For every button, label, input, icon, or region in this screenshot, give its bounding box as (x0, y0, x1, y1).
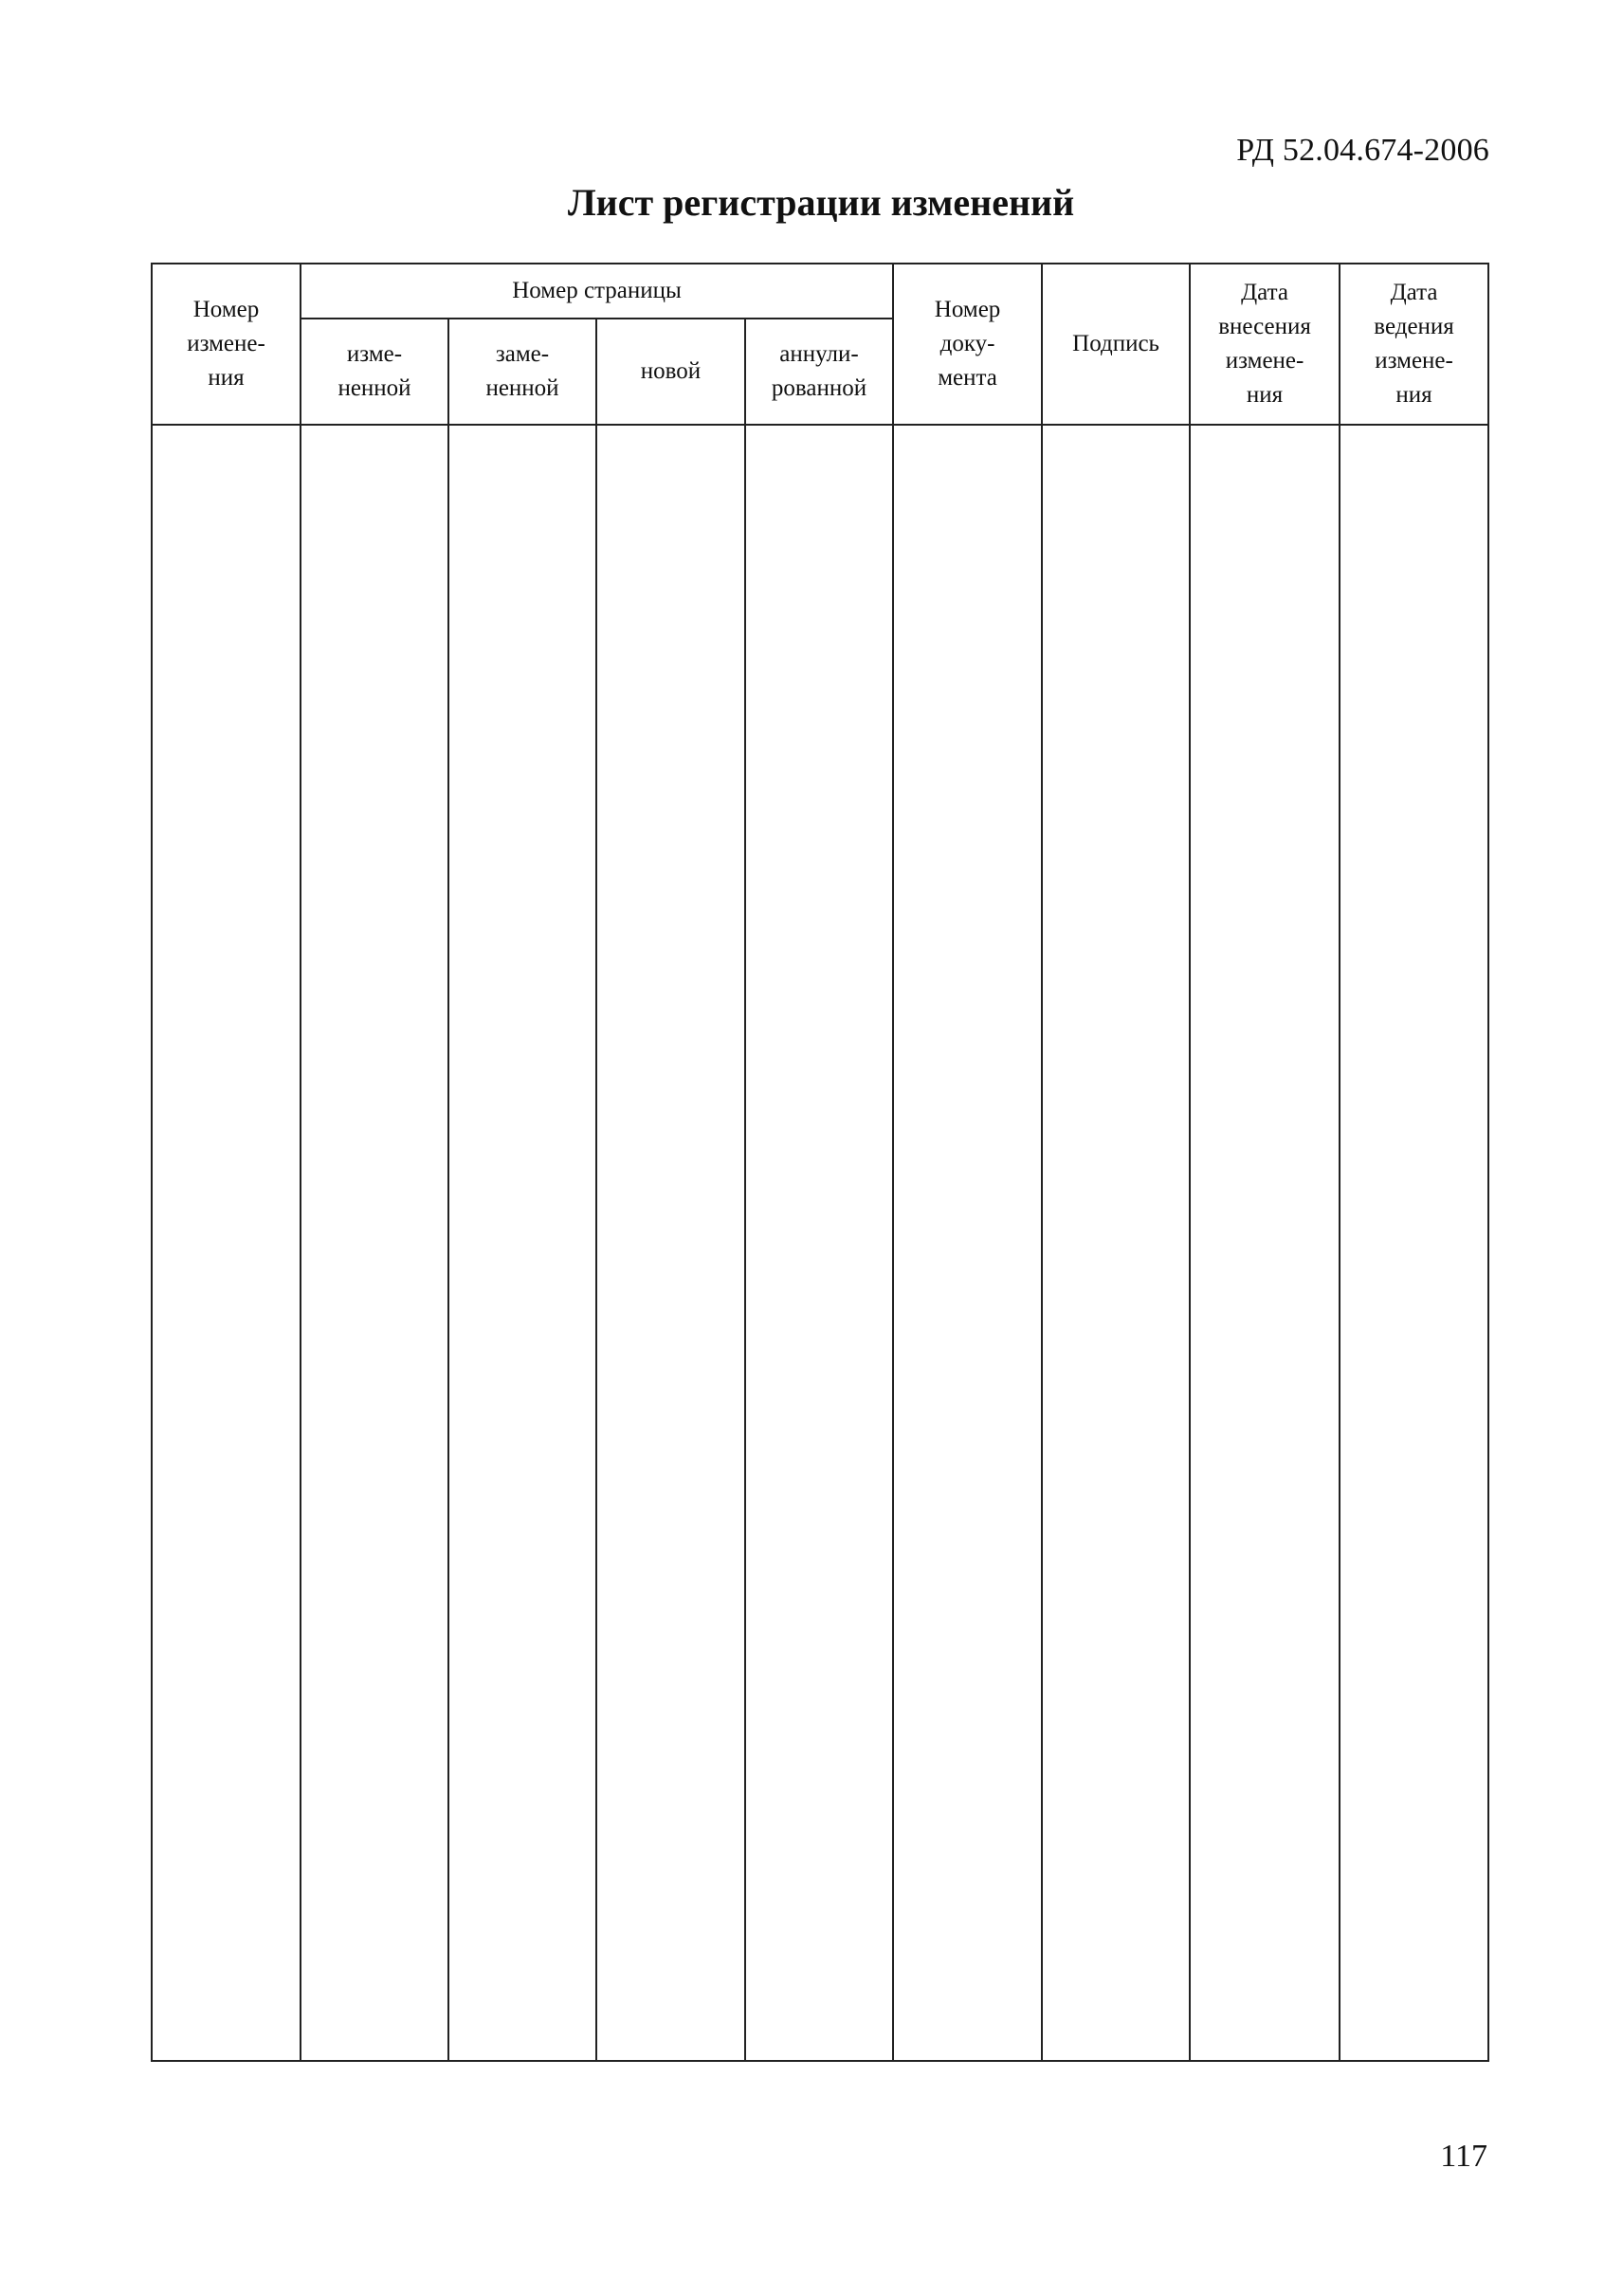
column-document-number: Номер доку- мента (893, 264, 1042, 425)
document-code: РД 52.04.674-2006 (1236, 133, 1489, 168)
column-change-number: Номер измене- ния (152, 264, 301, 425)
column-entry-date: Дата внесения измене- ния (1190, 264, 1340, 425)
column-new-page: новой (596, 319, 745, 425)
table-header-row (152, 264, 1488, 319)
table-body-row (152, 425, 1488, 2061)
cell-changed-page (301, 425, 448, 2061)
change-registration-table (151, 263, 1489, 2062)
cell-replaced-page (448, 425, 596, 2061)
page-title: Лист регистрации изменений (567, 181, 1075, 224)
cell-entry-date (1190, 425, 1340, 2061)
cell-new-page (596, 425, 745, 2061)
cell-signature (1042, 425, 1190, 2061)
cell-annulled-page (745, 425, 893, 2061)
column-group-page-number: Номер страницы (301, 264, 893, 319)
column-signature: Подпись (1042, 264, 1190, 425)
column-replaced-page: заме- ненной (448, 319, 596, 425)
cell-change-number (152, 425, 301, 2061)
column-effective-date: Дата ведения измене- ния (1340, 264, 1488, 425)
column-annulled-page: аннули- рованной (745, 319, 893, 425)
cell-effective-date (1340, 425, 1488, 2061)
column-changed-page: изме- ненной (301, 319, 448, 425)
page-number: 117 (1440, 2139, 1487, 2174)
cell-document-number (893, 425, 1042, 2061)
